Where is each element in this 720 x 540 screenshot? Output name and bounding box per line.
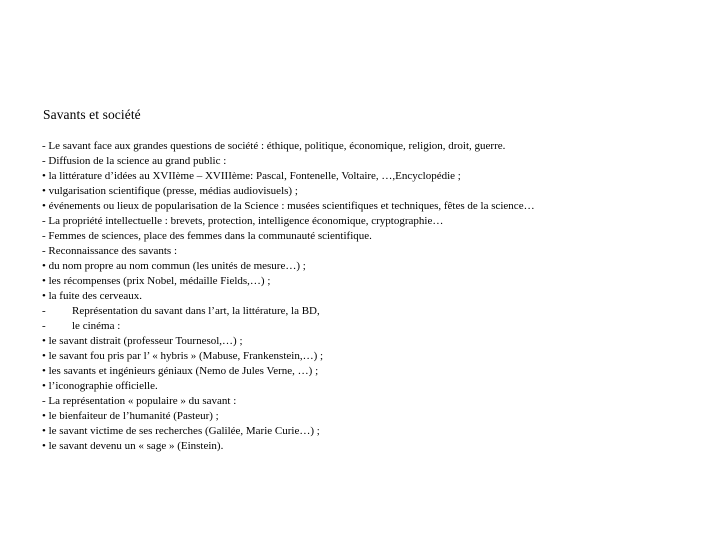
text-line: • événements ou lieux de popularisation de la Science : musées scientifiques et techniques, fêtes de la science… xyxy=(42,200,535,212)
text-line: • les savants et ingénieurs géniaux (Nemo de Jules Verne, …) ; xyxy=(42,365,319,377)
text-line: • l’iconographie officielle. xyxy=(42,380,158,392)
indented-text: Représentation du savant dans l’art, la littérature, la BD, xyxy=(72,305,320,317)
text-line: • le savant victime de ses recherches (Galilée, Marie Curie…) ; xyxy=(42,425,320,437)
text-line: • le savant devenu un « sage » (Einstein). xyxy=(42,440,224,452)
indented-line xyxy=(42,304,702,319)
text-line: • du nom propre au nom commun (les unités de mesure…) ; xyxy=(42,260,306,272)
dash-marker: - xyxy=(42,320,46,332)
page-title: Savants et société xyxy=(43,107,141,122)
text-line: - La propriété intellectuelle : brevets, protection, intelligence économique, cryptographie… xyxy=(42,215,444,227)
text-line: • la fuite des cerveaux. xyxy=(42,290,143,302)
document-body xyxy=(42,139,702,454)
dash-marker: - xyxy=(42,305,46,317)
text-line: - Femmes de sciences, place des femmes dans la communauté scientifique. xyxy=(42,230,372,242)
text-line: - Diffusion de la science au grand public : xyxy=(42,155,227,167)
indented-text: le cinéma : xyxy=(72,320,121,332)
indented-line xyxy=(42,319,702,334)
text-line: • vulgarisation scientifique (presse, médias audiovisuels) ; xyxy=(42,185,298,197)
text-line: - Reconnaissance des savants : xyxy=(42,245,178,257)
text-line: - La représentation « populaire » du savant : xyxy=(42,395,237,407)
text-line: • le savant fou pris par l’ « hybris » (Mabuse, Frankenstein,…) ; xyxy=(42,350,324,362)
text-line: - Le savant face aux grandes questions de société : éthique, politique, économique, religion, droit, guerre. xyxy=(42,140,506,152)
text-line: • le bienfaiteur de l’humanité (Pasteur) ; xyxy=(42,410,219,422)
text-line: • le savant distrait (professeur Tournesol,…) ; xyxy=(42,335,243,347)
text-line: • les récompenses (prix Nobel, médaille Fields,…) ; xyxy=(42,275,271,287)
text-line: • la littérature d’idées au XVIIème – XVIIIème: Pascal, Fontenelle, Voltaire, …,Encyclopédie ; xyxy=(42,170,461,182)
